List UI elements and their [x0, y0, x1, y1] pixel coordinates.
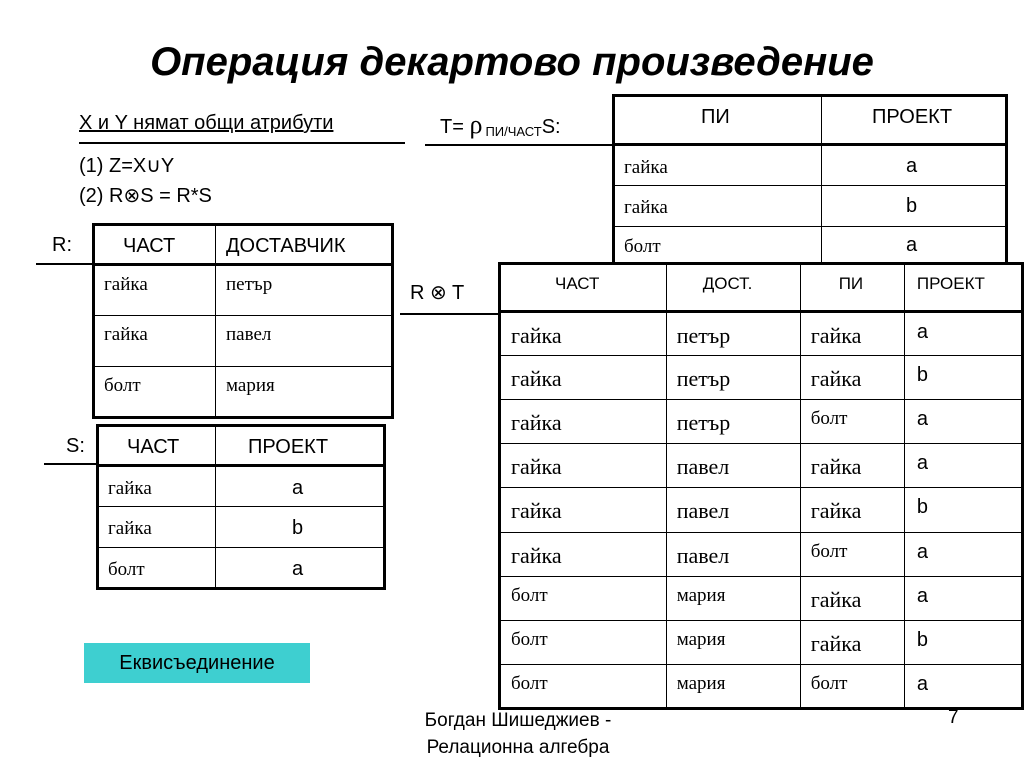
table-product-cell: гайка — [810, 366, 862, 391]
table-r-cell: петър — [226, 274, 273, 295]
table-product-cell: гайка — [511, 366, 562, 391]
rho-symbol: ρ — [469, 110, 483, 139]
table-product-cell: гайка — [810, 631, 862, 656]
table-row — [500, 665, 1023, 709]
table-r-cell: гайка — [104, 324, 148, 345]
table-product-header: ДОСТ. — [702, 274, 753, 293]
table-product-cell: мария — [676, 585, 726, 606]
table-product-cell: b — [916, 629, 928, 651]
r-rule — [36, 263, 94, 265]
table-product — [498, 262, 1024, 710]
table-row — [500, 577, 1023, 621]
condition-text: X и Y нямат общи атрибути — [79, 112, 334, 134]
table-product-cell: болт — [511, 585, 548, 606]
table-r-cell: павел — [226, 324, 272, 345]
table-s-cell: гайка — [108, 478, 152, 499]
table-s-cell: a — [292, 477, 304, 499]
s-label: S: — [66, 435, 85, 457]
page-number: 7 — [948, 707, 959, 728]
rho-subscript: ПИ/ЧАСТ — [485, 124, 542, 139]
table-product-cell: петър — [676, 410, 731, 435]
table-product-body — [500, 312, 1023, 709]
table-r — [92, 223, 394, 419]
table-t-cell: гайка — [624, 197, 668, 218]
table-t-cell: a — [906, 155, 918, 177]
slide-title: Операция декартово произведение — [150, 40, 874, 84]
table-r-cell: болт — [104, 375, 141, 396]
product-label: R ⊗ T — [410, 282, 465, 304]
table-s-header: ПРОЕКТ — [248, 436, 329, 458]
table-product-cell: гайка — [511, 323, 562, 348]
rule-2: (2) R⊗S = R*S — [79, 185, 212, 207]
t-suffix: S: — [541, 116, 561, 138]
table-product-cell: b — [916, 496, 928, 518]
table-t-cell: болт — [624, 236, 661, 257]
table-product-cell: павел — [676, 543, 730, 568]
table-product-cell: гайка — [810, 454, 862, 479]
table-product-cell: павел — [676, 454, 730, 479]
table-product-cell: a — [916, 408, 928, 430]
table-product-header: ПИ — [838, 274, 864, 293]
table-product-header: ЧАСТ — [555, 274, 600, 293]
table-product-cell: гайка — [511, 498, 562, 523]
table-product-cell: болт — [511, 629, 548, 650]
footer-author — [380, 707, 656, 761]
condition-rule — [79, 142, 405, 144]
table-s-cell: гайка — [108, 518, 152, 539]
table-product-cell: мария — [676, 673, 726, 694]
table-t-header: ПРОЕКТ — [872, 106, 953, 128]
table-product-cell: a — [916, 452, 928, 474]
table-s-header: ЧАСТ — [127, 436, 180, 458]
table-s — [96, 424, 386, 590]
footer-line-1: Богдан Шишеджиев - — [424, 710, 612, 731]
table-t-cell: b — [906, 195, 918, 217]
t-prefix: T= — [440, 116, 470, 138]
table-row — [500, 400, 1023, 444]
s-rule — [44, 463, 96, 465]
table-t-cell: a — [906, 234, 918, 256]
table-row — [500, 488, 1023, 533]
table-product-cell: петър — [676, 366, 731, 391]
table-product-cell: a — [916, 541, 928, 563]
table-row — [500, 356, 1023, 400]
table-product-cell: гайка — [810, 498, 862, 523]
footer-line-2: Релационна алгебра — [426, 737, 610, 758]
t-expression — [440, 110, 561, 140]
table-product-cell: a — [916, 585, 928, 607]
table-product-cell: болт — [810, 408, 848, 429]
rule-1: (1) Z=X∪Y — [79, 155, 175, 177]
table-r-cell: мария — [226, 375, 275, 396]
table-product-cell: a — [916, 673, 928, 695]
table-product-cell: петър — [676, 323, 731, 348]
r-label: R: — [52, 234, 72, 256]
table-row — [500, 312, 1023, 356]
table-product-cell: гайка — [511, 410, 562, 435]
table-product-cell: a — [916, 321, 928, 343]
table-product-cell: гайка — [511, 454, 562, 479]
table-s-cell: a — [292, 558, 304, 580]
table-row — [500, 621, 1023, 665]
table-product-header: ПРОЕКТ — [916, 274, 985, 293]
table-t-cell: гайка — [624, 157, 668, 178]
table-r-header: ДОСТАВЧИК — [226, 235, 346, 257]
equijoin-button[interactable]: Еквисъединение — [84, 643, 310, 683]
t-rule — [425, 144, 613, 146]
table-r-cell: гайка — [104, 274, 148, 295]
table-product-cell: гайка — [511, 543, 562, 568]
table-product-cell: павел — [676, 498, 730, 523]
table-r-header: ЧАСТ — [123, 235, 176, 257]
table-product-cell: болт — [810, 541, 848, 562]
table-s-cell: b — [292, 517, 304, 539]
table-product-cell: b — [916, 364, 928, 386]
table-row — [500, 444, 1023, 488]
table-t — [612, 94, 1008, 266]
table-row — [500, 533, 1023, 577]
table-product-cell: мария — [676, 629, 726, 650]
table-t-header: ПИ — [701, 106, 730, 128]
product-rule — [400, 313, 500, 315]
table-product-cell: болт — [810, 673, 848, 694]
table-product-cell: гайка — [810, 323, 862, 348]
table-product-cell: болт — [511, 673, 548, 694]
table-s-cell: болт — [108, 559, 145, 580]
table-product-cell: гайка — [810, 587, 862, 612]
